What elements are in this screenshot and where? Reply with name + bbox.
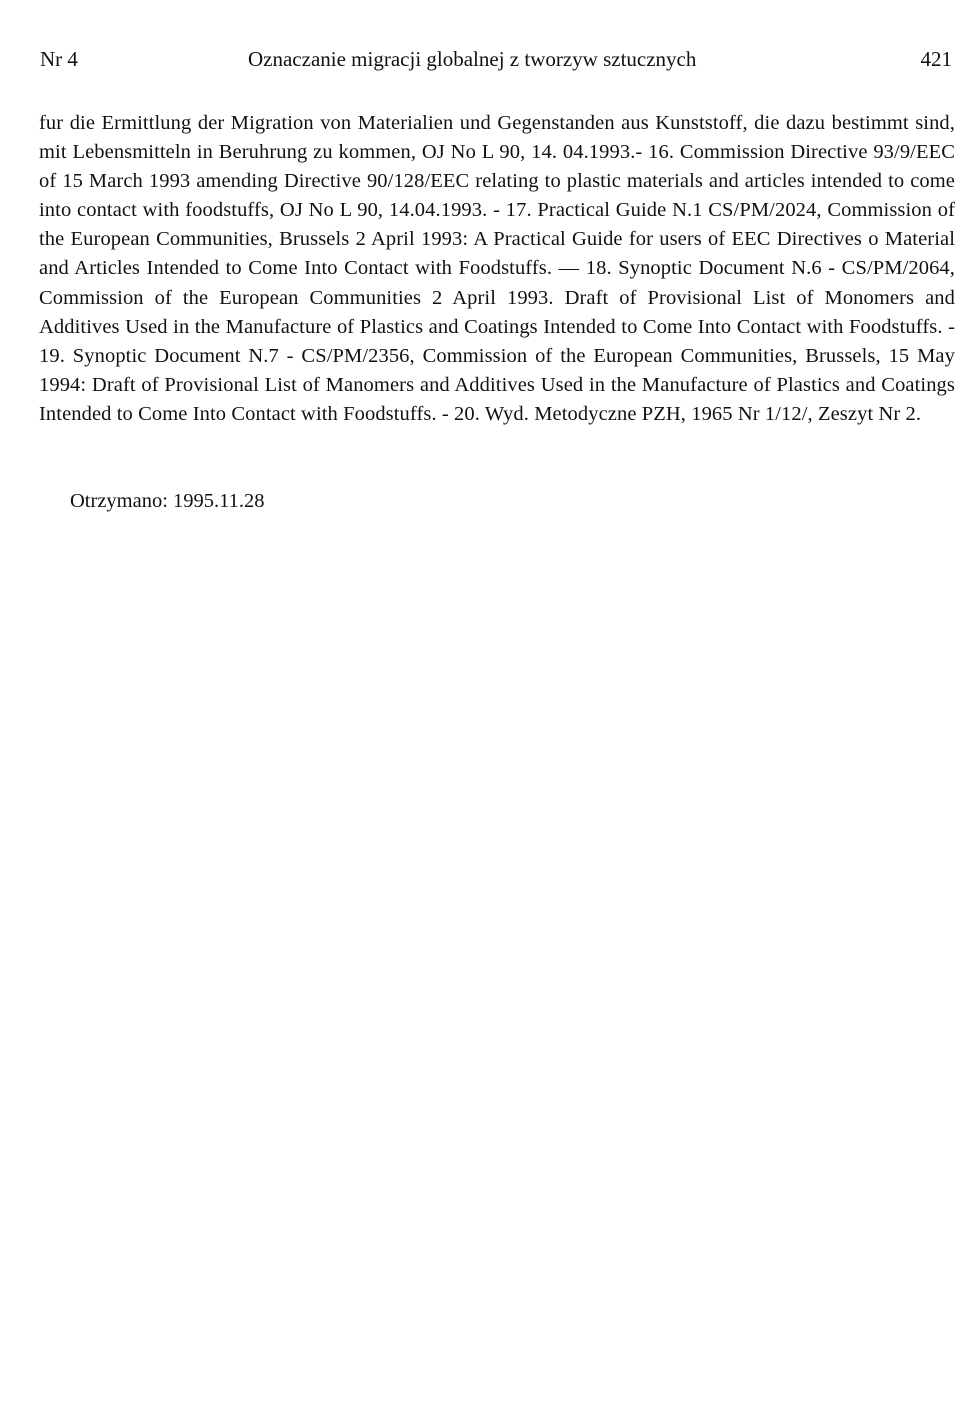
references-text: fur die Ermittlung der Migration von Materialien und Gegenstanden aus Kunststoff, die dazu bestimmt sind, mit Lebensmitteln in Beruhrung zu kommen, OJ No L 90, 14. 04.1993.- 16. Commission Directive 93/9/EEC of 15 March 1993 amending Directive 90/128/EEC relating to plastic materials and articles intended to come into contact with foodstuffs, OJ No L 90, 14.04.1993. - 17. Practical Guide N.1 CS/PM/2024, Commission of the European Communities, Brussels 2 April 1993: A Practical Guide for users of EEC Directives o Material and Articles Intended to Come Into Contact with Foodstuffs. — 18. Synoptic Document N.6 - CS/PM/2064, Commission of the European Communities 2 April 1993. Draft of Provisional List of Monomers and Additives Used in the Manufacture of Plastics and Coatings Intended to Come Into Contact with Foodstuffs. - 19. Synoptic Document N.7 - CS/PM/2356, Commission of the European Communities, Brussels, 15 May 1994: Draft of Provisional List of Manomers and Additives Used in the Manufacture of Plastics and Coatings Intended to Come Into Contact with Foodstuffs. - 20. Wyd. Metodyczne PZH, 1965 Nr 1/12/, Zeszyt Nr 2. bbox=[39, 112, 955, 425]
references-section bbox=[39, 109, 955, 429]
issue-number: Nr 4 bbox=[40, 47, 78, 71]
page-number: 421 bbox=[920, 47, 952, 71]
running-title: Oznaczanie migracji globalnej z tworzyw sztucznych bbox=[248, 47, 697, 71]
page-header bbox=[40, 42, 952, 76]
received-date: Otrzymano: 1995.11.28 bbox=[70, 490, 265, 512]
